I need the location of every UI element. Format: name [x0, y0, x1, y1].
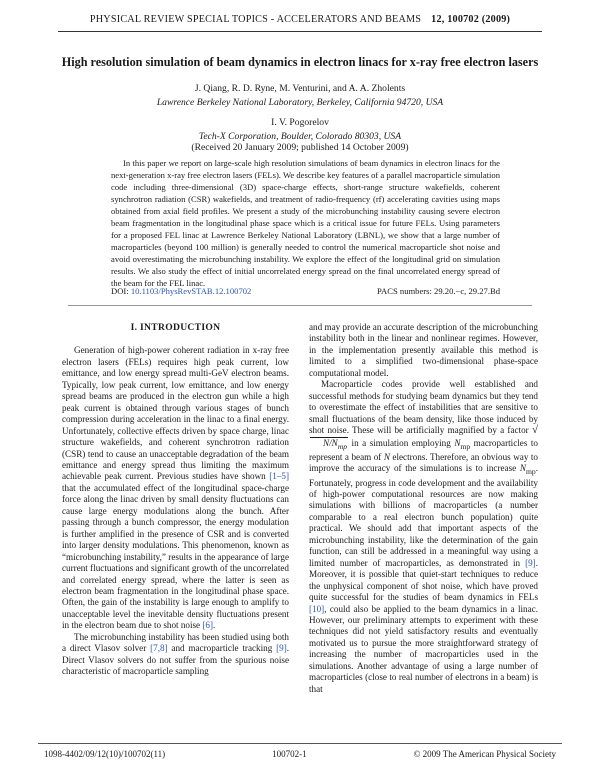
left-column	[62, 322, 289, 678]
doi-label: DOI:	[111, 286, 129, 296]
citation-link[interactable]: [7,8]	[150, 643, 168, 654]
received-published-dates: (Received 20 January 2009; published 14 October 2009)	[191, 142, 409, 153]
paragraph: The microbunching instability has been studied using both a direct Vlasov solver [7,8] and macroparticle tracking [9]. Direct Vlasov solvers do not suffer from the spurious noise characteristic of macroparticle sampling	[62, 631, 290, 677]
volume-article-number: 12, 100702 (2009)	[431, 14, 511, 25]
issn: 1098-4402/09/12(10)/100702(11)	[44, 749, 166, 759]
affiliation-1: Lawrence Berkeley National Laboratory, Berkeley, California 94720, USA	[156, 97, 444, 108]
copyright: © 2009 The American Physical Society	[413, 749, 556, 759]
running-header	[62, 14, 538, 25]
section-heading: I. INTRODUCTION	[130, 322, 221, 333]
paragraph: Macroparticle codes provide well established and successful methods for studying beam dynamics but they tend to overestimate the effect of instabilities that are sensitive to small fluctuations of the beam density, like those induced by shot noise. These will be artificially magnified by a factor $√N/N_{mp}$ in a simulation employing $N_{mp}$ macroparticles to represent a beam of N electrons. Therefore, an obvious way to improve the accuracy of the simulations is to increase $N_{mp}$. Fortunately, progress in code development and the availability of high-power computational resources are now making simulations with billions of macroparticles (a number comparable to a real electron bunch population) quite practical. We should add that important aspects of the microbunching instability, like the determination of the gain function, can still be addressed in a meaningful way using a limited number of macroparticles, as demonstrated in [9]. Moreover, it is possible that quiet-start techniques to reduce the unphysical component of shot noise, which have proved quite successful for the studies of beam dynamics in FELs [10], could also be applied to the beam dynamics in a linac. However, our preliminary attempts to experiment with these techniques did not yield satisfactory results and eventually motivated us to pursue the more straightforward strategy of increasing the number of macroparticles used in the simulations. Another advantage of using a large number of macroparticles (close to real number of electrons in a beam) is that	[309, 379, 538, 694]
doi-pacs-line	[111, 286, 500, 296]
author-list-1: J. Qiang, R. D. Ryne, M. Venturini, and A. A. Zholents	[194, 83, 406, 94]
abstract-rule	[68, 305, 532, 306]
citation-link[interactable]: [6]	[202, 620, 214, 631]
doi	[111, 286, 251, 296]
journal-name: PHYSICAL REVIEW SPECIAL TOPICS - ACCELERATORS AND BEAMS	[89, 14, 422, 25]
page-footer	[44, 749, 556, 759]
paper-title: High resolution simulation of beam dynamics in electron linacs for x-ray free electron lasers	[61, 55, 539, 69]
citation-link[interactable]: [9]	[525, 557, 536, 568]
citation-link[interactable]: [10]	[309, 603, 325, 614]
footer-rule	[38, 743, 562, 744]
affiliation-2: Tech-X Corporation, Boulder, Colorado 80303, USA	[198, 131, 402, 142]
citation-link[interactable]: [1–5]	[269, 471, 289, 482]
paragraph: Generation of high-power coherent radiation in x-ray free electron lasers (FELs) requires high peak current, low emittance, and low energy spread multi-GeV electron beams. Typically, low peak current, low emittance, and low energy spread beams are produced in the electron gun while a high peak current is obtained through various stages of bunch compression during acceleration in the linac to a final energy. Unfortunately, collective effects driven by space charge, linac structure wakefields, and coherent synchrotron radiation (CSR) tend to cause an unacceptable degradation of the beam emittance and energy spread thus limiting the maximum achievable peak current. Previous studies have shown [1–5] that the accumulated effect of the longitudinal space-charge force along the linac driven by small density fluctuations can cause large energy modulations along the bunch. After passing through a bunch compressor, the energy modulation is further amplified in the presence of CSR and is converted into larger density modulations. This phenomenon, known as “microbunching instability,” results in the appearance of large current fluctuations and significant growth of the uncorrelated and correlated energy spread, where the latter is seen as electron beam fragmentation in the longitudinal phase space. Often, the gain of the instability is large enough to amplify to unacceptable level the inevitable density fluctuations present in the electron beam due to shot noise [6].	[62, 345, 289, 631]
pacs-numbers: PACS numbers: 29.20.−c, 29.27.Bd	[377, 286, 500, 296]
doi-link[interactable]: 10.1103/PhysRevSTAB.12.100702	[130, 286, 252, 296]
abstract-text: In this paper we report on large-scale high resolution simulations of beam dynamics in electron linacs for the next-generation x-ray free electron lasers (FELs). We describe key features of a parallel macroparticle simulation code including three-dimensional (3D) space-charge effects, short-range structure wakefields, coherent synchrotron radiation (CSR) wakefields, and treatment of radio-frequency (rf) accelerating cavities using maps obtained from axial field profiles. We present a study of the microbunching instability causing severe electron beam fragmentation in the longitudinal phase space which is a critical issue for future FELs. Using parameters for a proposed FEL linac at Lawrence Berkeley National Laboratory (LBNL), we show that a large number of macroparticles (beyond 100 million) is generally needed to control the numerical macroparticle shot noise and avoid overestimating the microbunching instability. We explore the effect of the longitudinal grid on simulation results. We also study the effect of initial uncorrelated energy spread on the final uncorrelated energy spread of the beam for the FEL linac.	[111, 158, 500, 289]
citation-link[interactable]: [9]	[276, 643, 287, 654]
abstract	[111, 157, 500, 290]
sqrt-formula: $√N/N_{mp}$	[309, 425, 538, 447]
author-list-2: I. V. Pogorelov	[271, 117, 329, 128]
header-rule	[58, 31, 542, 32]
paragraph: and may provide an accurate description of the microbunching instability both in the linear and nonlinear regimes. However, in the implementation presently available this method is limited to a simplified two-dimensional phase-space computational model.	[309, 322, 538, 378]
page-number: 100702-1	[272, 749, 307, 759]
right-column	[309, 322, 538, 695]
